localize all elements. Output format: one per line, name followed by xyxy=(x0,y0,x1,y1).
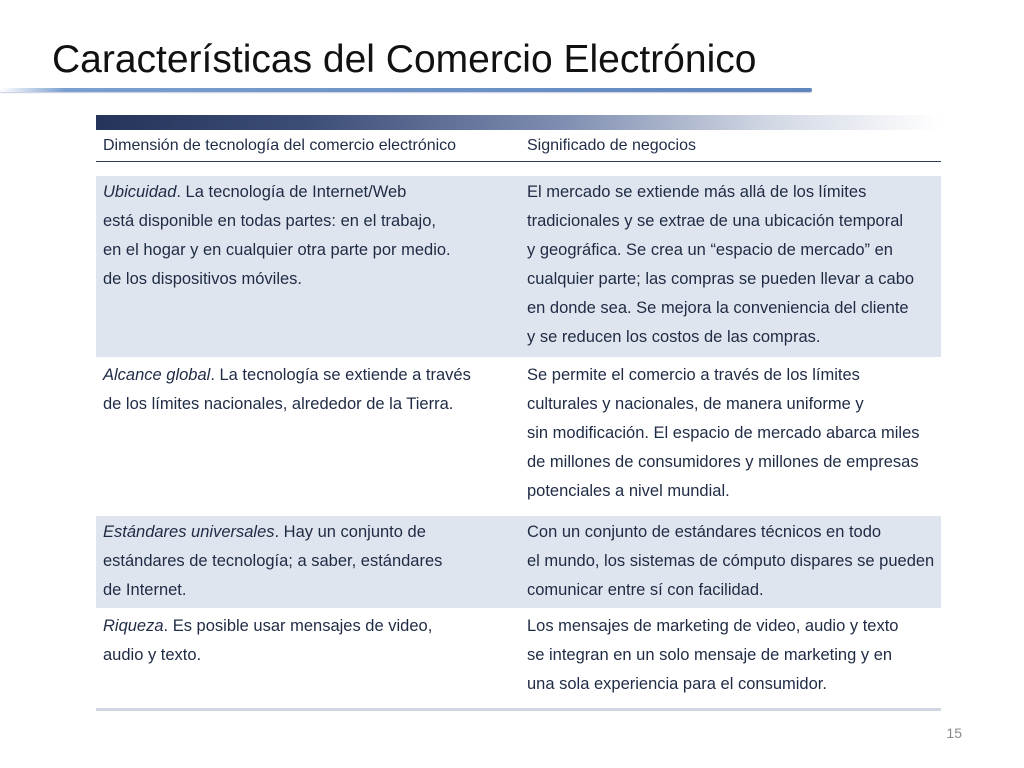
slide-title: Características del Comercio Electrónico xyxy=(52,38,757,81)
row-ubiquity-dimension xyxy=(96,176,527,357)
row-richness-description: . Es posible usar mensajes de video, audio y texto. xyxy=(103,617,433,664)
table-bottom-rule xyxy=(96,708,941,711)
row-richness-term: Riqueza xyxy=(103,617,164,635)
table-row-ubiquity xyxy=(96,176,941,357)
row-ubiquity-significance: El mercado se extiende más allá de los límites tradicionales y se extrae de una ubicación temporal y geográfica. Se crea un “espacio de mercado” en cualquier parte; las compras se pueden llevar a cabo en donde sea. Se mejora la conveniencia del cliente y se reducen los costos de las compras. xyxy=(527,183,915,346)
header-business-significance: Significado de negocios xyxy=(527,136,697,154)
table-row-richness xyxy=(96,610,941,706)
row-universal-standards-term: Estándares universales xyxy=(103,523,275,541)
row-global-reach-dimension xyxy=(96,359,527,514)
row-richness-significance: Los mensajes de marketing de video, audio y texto se integran en un solo mensaje de marketing y en una sola experiencia para el consumidor. xyxy=(527,617,899,693)
row-global-reach-term: Alcance global xyxy=(103,366,211,384)
table-row-universal-standards xyxy=(96,516,941,608)
table-row-global-reach xyxy=(96,359,941,514)
row-universal-standards-dimension xyxy=(96,516,527,608)
title-underline xyxy=(0,88,812,92)
row-universal-standards-significance: Con un conjunto de estándares técnicos en todo el mundo, los sistemas de cómputo dispares se pueden comunicar entre sí con facilidad. xyxy=(527,523,935,599)
header-technology-dimension: Dimensión de tecnología del comercio electrónico xyxy=(103,136,457,154)
page-number: 15 xyxy=(946,725,962,741)
characteristics-table xyxy=(96,115,941,711)
table-header-row xyxy=(96,130,941,162)
row-universal-standards-description: . Hay un conjunto de estándares de tecnología; a saber, estándares de Internet. xyxy=(103,523,443,599)
row-richness-dimension xyxy=(96,610,527,706)
table-header-bar xyxy=(96,115,941,130)
row-global-reach-description: . La tecnología se extiende a través de los límites nacionales, alrededor de la Tierra. xyxy=(103,366,471,413)
row-ubiquity-description: . La tecnología de Internet/Web está disponible en todas partes: en el trabajo, en el hogar y en cualquier otra parte por medio. de los dispositivos móviles. xyxy=(103,183,451,288)
row-ubiquity-term: Ubicuidad xyxy=(103,183,177,201)
row-global-reach-significance: Se permite el comercio a través de los límites culturales y nacionales, de manera uniforme y sin modificación. El espacio de mercado abarca miles de millones de consumidores y millones de empresas potenciales a nivel mundial. xyxy=(527,366,920,500)
